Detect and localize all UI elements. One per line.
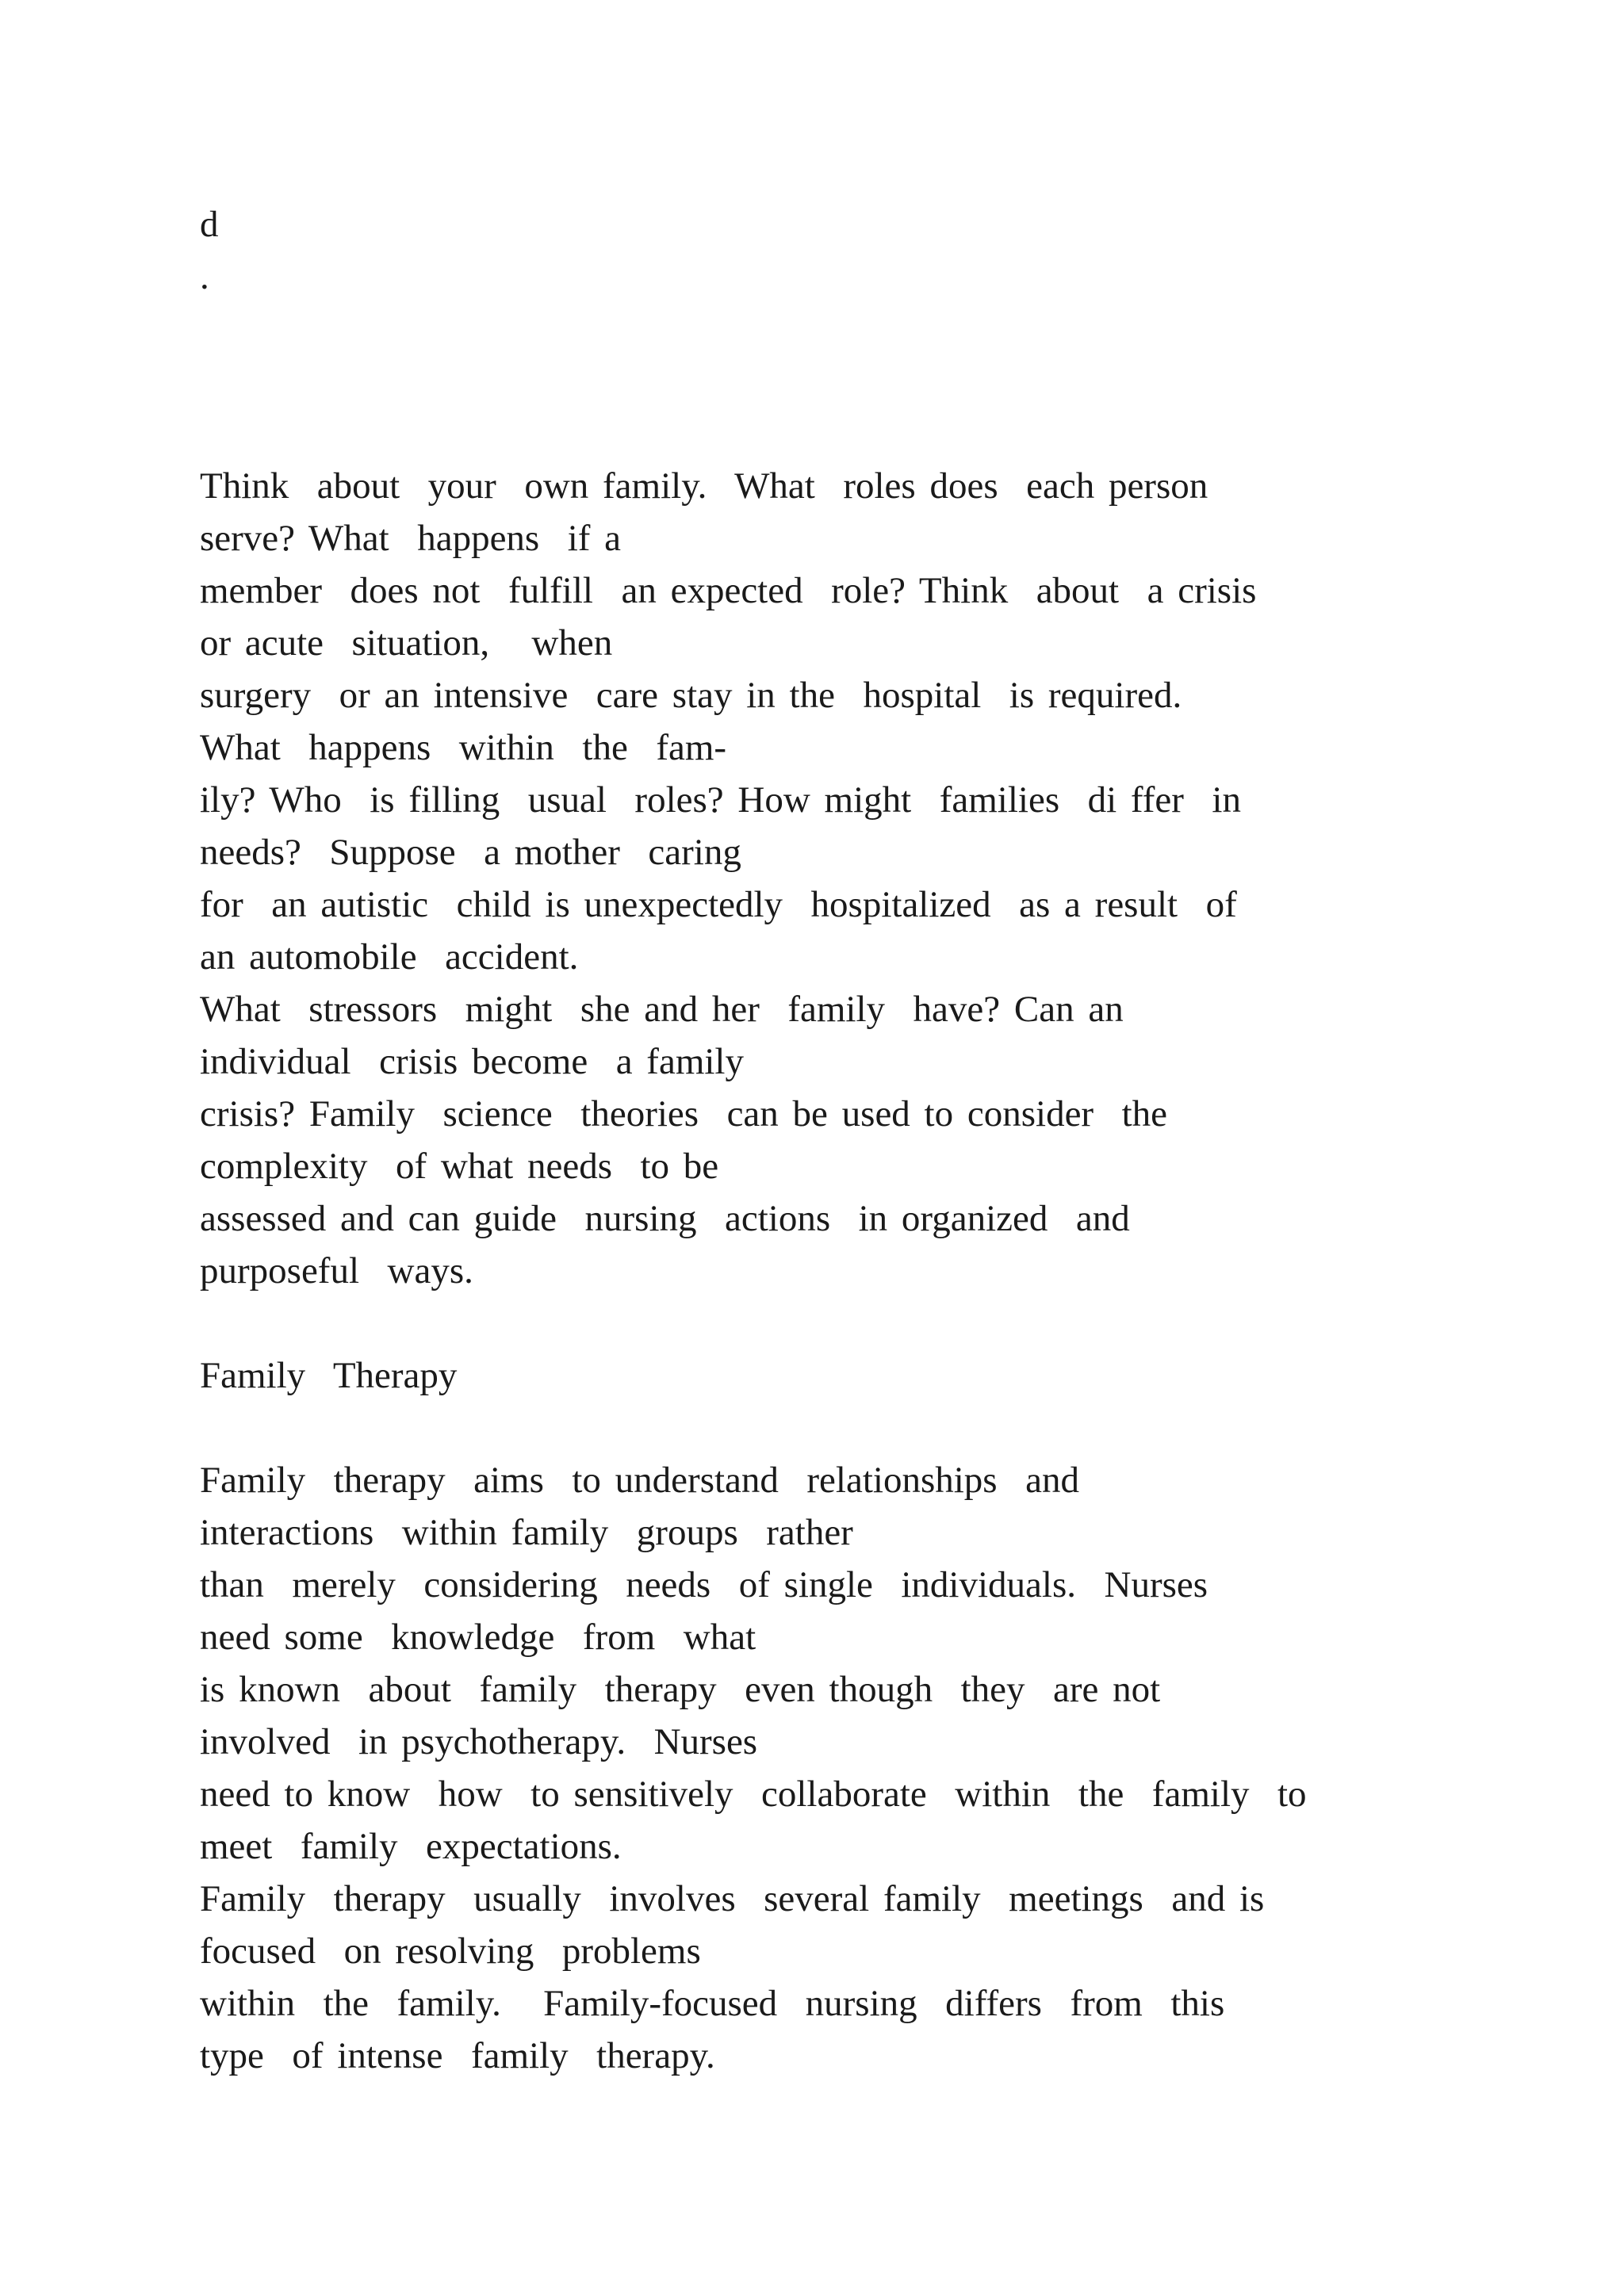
fragment-letter: d [200,204,219,245]
text-line: need to know how to sensitively collaborate within the family to [200,1774,1307,1815]
text-line: What stressors might she and her family have? Can an [200,989,1124,1030]
text-line: surgery or an intensive care stay in the hospital is required. [200,675,1182,716]
fragment-period: . [200,256,209,297]
text-line: or acute situation, when [200,622,613,664]
text-line: interactions within family groups rather [200,1512,853,1553]
text-line: Think about your own family. What roles does each person [200,465,1208,507]
text-line: ily? Who is filling usual roles? How might families di ffer in [200,779,1241,821]
text-line: Family therapy aims to understand relationships and [200,1460,1079,1501]
text-line: complexity of what needs to be [200,1146,719,1187]
text-line: meet family expectations. [200,1826,622,1867]
text-line: serve? What happens if a [200,518,622,559]
text-line: Family therapy usually involves several family meetings and is [200,1878,1265,1919]
text-line: type of intense family therapy. [200,2035,715,2076]
text-line: What happens within the fam- [200,727,727,768]
text-line: for an autistic child is unexpectedly hospitalized as a result of [200,884,1237,925]
text-line: individual crisis become a family [200,1041,744,1082]
text-line: is known about family therapy even though they are not [200,1669,1161,1710]
text-line: involved in psychotherapy. Nurses [200,1721,758,1762]
text-line: needs? Suppose a mother caring [200,832,741,873]
section-heading: Family Therapy [200,1355,458,1396]
text-line: an automobile accident. [200,936,579,978]
text-line: assessed and can guide nursing actions in organized and [200,1198,1130,1239]
text-line: need some knowledge from what [200,1617,756,1658]
text-line: purposeful ways. [200,1250,473,1292]
text-line: member does not fulfill an expected role? Think about a crisis [200,570,1257,611]
text-line: crisis? Family science theories can be used to consider the [200,1093,1167,1135]
text-line: focused on resolving problems [200,1931,701,1972]
text-line: than merely considering needs of single individuals. Nurses [200,1564,1208,1605]
text-line: within the family. Family-focused nursing differs from this [200,1983,1225,2024]
